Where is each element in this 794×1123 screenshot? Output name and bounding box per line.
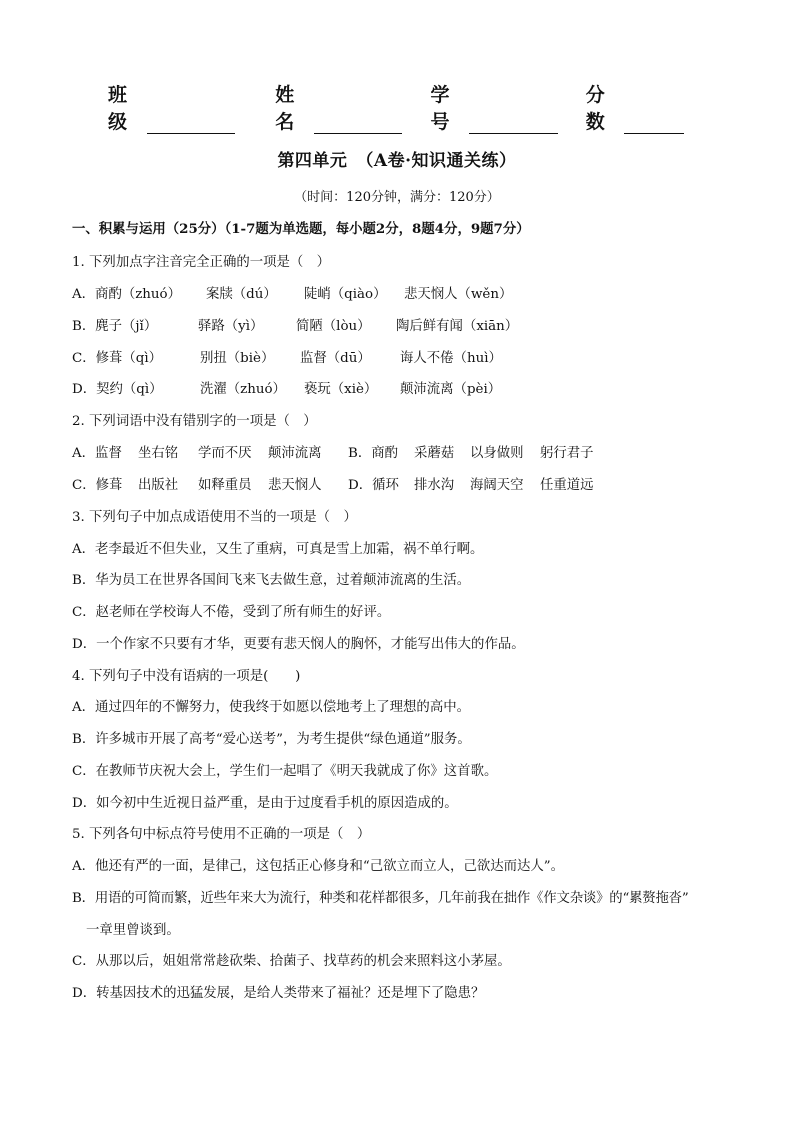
name-blank[interactable] (314, 111, 403, 134)
student-info-header (108, 84, 708, 134)
class-blank[interactable] (147, 111, 236, 134)
score-label: 分数 (585, 84, 605, 133)
score-field (586, 80, 684, 134)
id-field (430, 80, 557, 134)
name-label: 姓名 (275, 84, 295, 133)
id-blank[interactable] (469, 111, 558, 134)
q4-option-b[interactable]: B．许多城市开展了高考“爱心送考”，为考生提供“绿色通道”服务。 (72, 732, 471, 747)
score-blank[interactable] (624, 111, 684, 134)
q1-option-b[interactable]: B．麂子（jǐ） 驿路（yì） 简陋（lòu） 陶后鲜有闻（xiān） (72, 319, 519, 334)
q1-option-c[interactable]: C．修葺（qì） 别扭（biè） 监督（dū） 诲人不倦（huì） (72, 351, 502, 366)
q5-option-b-cont: 一章里曾谈到。 (86, 923, 180, 938)
q5-stem: 5. 下列各句中标点符号使用不正确的一项是（ ） (72, 827, 371, 842)
q2-options-ab[interactable]: A．监督 坐右铭 学而不厌 颠沛流离 B．商酌 采蘑菇 以身做则 躬行君子 (72, 446, 594, 461)
q4-option-c[interactable]: C．在教师节庆祝大会上，学生们一起唱了《明天我就成了你》这首歌。 (72, 764, 498, 779)
q4-option-d[interactable]: D．如今初中生近视日益严重，是由于过度看手机的原因造成的。 (72, 796, 458, 811)
q4-option-a[interactable]: A．通过四年的不懈努力，使我终于如愿以偿地考上了理想的高中。 (72, 700, 470, 715)
q2-stem: 2. 下列词语中没有错别字的一项是（ ） (72, 414, 317, 429)
q5-option-c[interactable]: C．从那以后，姐姐常常趁砍柴、拾菌子、找草药的机会来照料这小茅屋。 (72, 954, 511, 969)
name-field (275, 80, 402, 134)
exam-title: 第四单元 （A卷·知识通关练） (277, 151, 517, 171)
q2-options-cd[interactable]: C．修葺 出版社 如释重员 悲天悯人 D．循环 排水沟 海阔天空 任重道远 (72, 478, 594, 493)
q1-stem: 1. 下列加点字注音完全正确的一项是（ ） (72, 255, 331, 270)
q3-option-c[interactable]: C．赵老师在学校诲人不倦，受到了所有师生的好评。 (72, 605, 391, 620)
q3-option-d[interactable]: D．一个作家不只要有才华，更要有悲天悯人的胸怀，才能写出伟大的作品。 (72, 637, 525, 652)
class-field (108, 80, 235, 134)
q1-option-a[interactable]: A．商酌（zhuó） 案牍（dú） 陡峭（qiào） 悲天悯人（wěn） (72, 287, 513, 302)
class-label: 班级 (108, 84, 128, 133)
q5-option-b[interactable]: B．用语的可简而繁，近些年来大为流行，种类和花样都很多，几年前我在拙作《作文杂谈》的“累赘拖沓” (72, 891, 689, 906)
exam-subtitle: （时间：120分钟，满分：120分） (294, 190, 500, 205)
q4-stem: 4. 下列句子中没有语病的一项是( ) (72, 669, 301, 684)
q3-option-b[interactable]: B．华为员工在世界各国间飞来飞去做生意，过着颠沛流离的生活。 (72, 573, 471, 588)
q1-option-d[interactable]: D．契约（qì） 洗濯（zhuó） 亵玩（xiè） 颠沛流离（pèi） (72, 382, 502, 397)
q5-option-a[interactable]: A．他还有严的一面，是律己，这包括正心修身和“己欲立而立人，己欲达而达人”。 (72, 859, 565, 874)
section-heading: 一、积累与运用（25分）（1-7题为单选题，每小题2分，8题4分，9题7分） (72, 221, 530, 237)
q5-option-d[interactable]: D．转基因技术的迅猛发展，是给人类带来了福祉？还是埋下了隐患？ (72, 986, 485, 1001)
q3-stem: 3. 下列句子中加点成语使用不当的一项是（ ） (72, 510, 357, 525)
id-label: 学号 (430, 84, 450, 133)
q3-option-a[interactable]: A．老李最近不但失业，又生了重病，可真是雪上加霜，祸不单行啊。 (72, 542, 484, 557)
